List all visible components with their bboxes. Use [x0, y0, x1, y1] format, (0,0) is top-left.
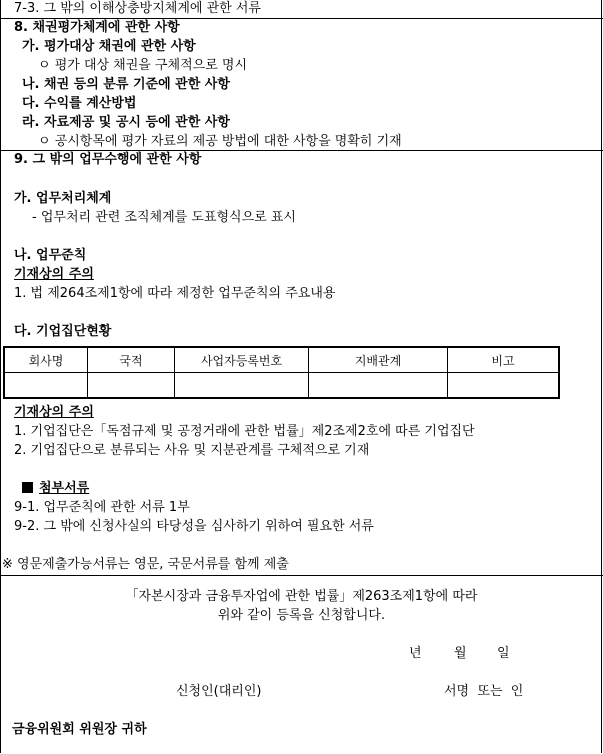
- table-cell[interactable]: [88, 373, 175, 399]
- recipient: 금융위원회 위원장 귀하: [12, 722, 147, 737]
- attach-item-1: 9-1. 업무준칙에 관한 서류 1부: [14, 500, 190, 515]
- table-row: [4, 373, 559, 399]
- sec8-c-title: 다. 수익를 계산방법: [22, 96, 137, 111]
- apply-line: 위와 같이 등록을 신청합니다.: [217, 608, 386, 623]
- submission-note: ※ 영문제출가능서류는 영문, 국문서류를 함께 제출: [2, 557, 289, 572]
- sec8-b-title: 나. 채권 등의 분류 기준에 관한 사항: [22, 77, 230, 92]
- table-header-row: [4, 347, 559, 373]
- sec9-b-title: 나. 업무준칙: [14, 248, 87, 263]
- line-7-3: 7-3. 그 밖의 이해상충방지체계에 관한 서류: [14, 1, 261, 16]
- sec8-a-title: 가. 평가대상 채권에 관한 사항: [22, 39, 196, 54]
- attach-title: 첨부서류: [39, 481, 90, 496]
- divider: [0, 18, 603, 19]
- table-cell[interactable]: [4, 373, 88, 399]
- table-cell[interactable]: [309, 373, 448, 399]
- divider: [0, 575, 603, 576]
- table-header: 사업자등록번호: [175, 347, 309, 373]
- sec8-d-title: 라. 자료제공 및 공시 등에 관한 사항: [22, 115, 230, 130]
- corporate-group-table: [3, 346, 560, 399]
- month-label: 월: [454, 646, 467, 661]
- year-label: 년: [409, 646, 422, 661]
- table-cell[interactable]: [448, 373, 560, 399]
- sec9-b-note-1: 1. 법 제264조제1항에 따라 제정한 업무준칙의 주요내용: [14, 286, 336, 301]
- law-line: 「자본시장과 금융투자업에 관한 법률」제263조제1항에 따라: [125, 589, 478, 604]
- sign-label: 서명 또는 인: [444, 684, 524, 699]
- day-label: 일: [497, 646, 510, 661]
- square-bullet-icon: [22, 482, 33, 493]
- sec8-title: 8. 채권평가체계에 관한 사항: [14, 20, 180, 35]
- sec8-d-item: ㅇ 공시항목에 평가 자료의 제공 방법에 대한 사항을 명확히 기재: [38, 134, 402, 149]
- applicant-label: 신청인(대리인): [176, 684, 262, 699]
- sec9-c-title: 다. 기업집단현황: [14, 324, 112, 339]
- sec8-a-item: ㅇ 평가 대상 채권을 구체적으로 명시: [38, 58, 248, 73]
- sec9-c-note-1: 1. 기업집단은「독점규제 및 공정거래에 관한 법률」제2조제2호에 따른 기업집단: [14, 424, 475, 439]
- table-cell[interactable]: [175, 373, 309, 399]
- sec9-b-note-title: 기재상의 주의: [14, 267, 94, 282]
- sec9-c-note-2: 2. 기업집단으로 분류되는 사유 및 지분관계를 구체적으로 기재: [14, 443, 370, 458]
- attach-heading: [22, 481, 89, 497]
- table-header: 비고: [448, 347, 560, 373]
- sec9-title: 9. 그 밖의 업무수행에 관한 사항: [14, 152, 202, 167]
- sec9-a-title: 가. 업무처리체계: [14, 191, 112, 206]
- table-header: 국적: [88, 347, 175, 373]
- table-header: 회사명: [4, 347, 88, 373]
- sec9-c-note-title: 기재상의 주의: [14, 405, 94, 420]
- attach-item-2: 9-2. 그 밖에 신청사실의 타당성을 심사하기 위하여 필요한 서류: [14, 519, 374, 534]
- sec9-a-item: - 업무처리 관련 조직체계를 도표형식으로 표시: [32, 210, 296, 225]
- table-header: 지배관계: [309, 347, 448, 373]
- divider: [0, 150, 603, 151]
